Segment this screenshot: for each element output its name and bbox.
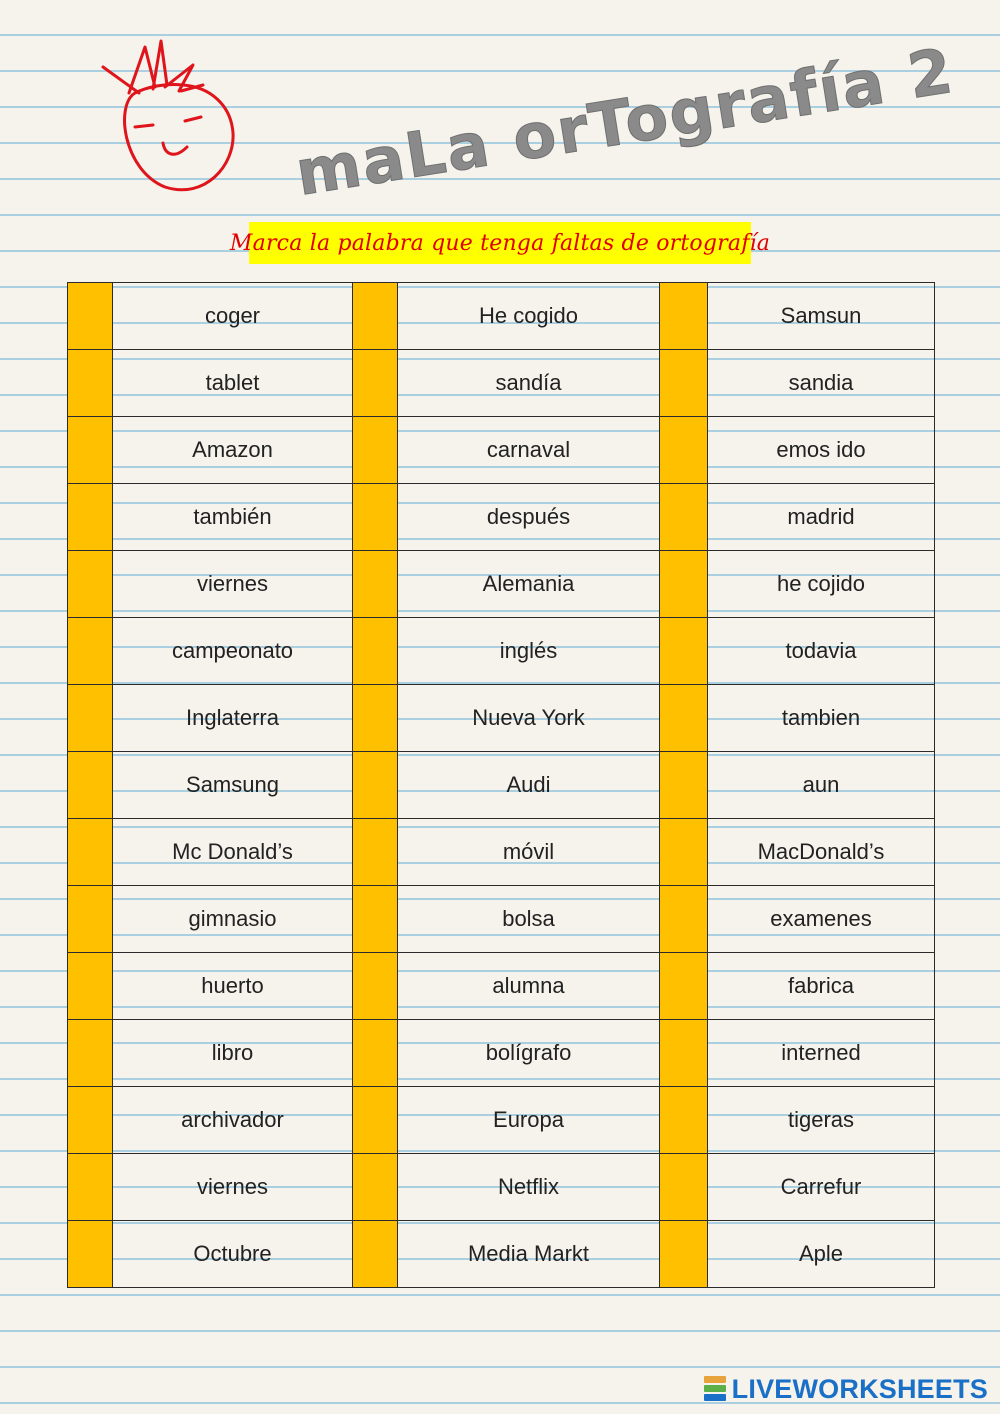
liveworksheets-brand bbox=[704, 1372, 988, 1406]
word-cell: carnaval bbox=[398, 417, 660, 484]
word-cell: Amazon bbox=[113, 417, 353, 484]
mark-checkbox[interactable] bbox=[353, 1020, 398, 1087]
word-cell: bolígrafo bbox=[398, 1020, 660, 1087]
word-cell: bolsa bbox=[398, 886, 660, 953]
word-cell: campeonato bbox=[113, 618, 353, 685]
word-cell: Octubre bbox=[113, 1221, 353, 1288]
table-row bbox=[68, 752, 935, 819]
table-row bbox=[68, 886, 935, 953]
table-row bbox=[68, 618, 935, 685]
mark-checkbox[interactable] bbox=[660, 752, 708, 819]
word-cell: libro bbox=[113, 1020, 353, 1087]
table-row bbox=[68, 484, 935, 551]
word-cell: tigeras bbox=[708, 1087, 935, 1154]
word-cell: He cogido bbox=[398, 283, 660, 350]
mark-checkbox[interactable] bbox=[353, 685, 398, 752]
word-cell: tambien bbox=[708, 685, 935, 752]
table-row bbox=[68, 1154, 935, 1221]
mark-checkbox[interactable] bbox=[68, 752, 113, 819]
word-cell: archivador bbox=[113, 1087, 353, 1154]
table-row bbox=[68, 1087, 935, 1154]
word-cell: alumna bbox=[398, 953, 660, 1020]
mark-checkbox[interactable] bbox=[353, 417, 398, 484]
word-cell: viernes bbox=[113, 551, 353, 618]
table-row bbox=[68, 1221, 935, 1288]
mark-checkbox[interactable] bbox=[660, 283, 708, 350]
smiley-face-doodle-icon bbox=[95, 35, 245, 195]
mark-checkbox[interactable] bbox=[68, 417, 113, 484]
mark-checkbox[interactable] bbox=[660, 417, 708, 484]
word-cell: Samsun bbox=[708, 283, 935, 350]
word-cell: fabrica bbox=[708, 953, 935, 1020]
mark-checkbox[interactable] bbox=[353, 819, 398, 886]
word-cell: Europa bbox=[398, 1087, 660, 1154]
instruction-banner bbox=[229, 222, 771, 264]
word-cell: aun bbox=[708, 752, 935, 819]
word-cell: móvil bbox=[398, 819, 660, 886]
word-cell: coger bbox=[113, 283, 353, 350]
brand-name: LIVEWORKSHEETS bbox=[731, 1373, 988, 1404]
mark-checkbox[interactable] bbox=[660, 1087, 708, 1154]
mark-checkbox[interactable] bbox=[660, 886, 708, 953]
table-row bbox=[68, 953, 935, 1020]
word-cell: sandia bbox=[708, 350, 935, 417]
mark-checkbox[interactable] bbox=[660, 1221, 708, 1288]
mark-checkbox[interactable] bbox=[353, 1154, 398, 1221]
mark-checkbox[interactable] bbox=[660, 685, 708, 752]
mark-checkbox[interactable] bbox=[353, 283, 398, 350]
word-cell: Media Markt bbox=[398, 1221, 660, 1288]
word-cell: Carrefur bbox=[708, 1154, 935, 1221]
mark-checkbox[interactable] bbox=[660, 618, 708, 685]
table-row bbox=[68, 1020, 935, 1087]
mark-checkbox[interactable] bbox=[660, 819, 708, 886]
word-cell: inglés bbox=[398, 618, 660, 685]
mark-checkbox[interactable] bbox=[660, 484, 708, 551]
table-row bbox=[68, 685, 935, 752]
table-row bbox=[68, 417, 935, 484]
mark-checkbox[interactable] bbox=[660, 1020, 708, 1087]
mark-checkbox[interactable] bbox=[353, 1087, 398, 1154]
word-cell: Aple bbox=[708, 1221, 935, 1288]
word-cell: Inglaterra bbox=[113, 685, 353, 752]
mark-checkbox[interactable] bbox=[353, 618, 398, 685]
table-row bbox=[68, 283, 935, 350]
word-cell: Netflix bbox=[398, 1154, 660, 1221]
mark-checkbox[interactable] bbox=[660, 953, 708, 1020]
word-cell: Alemania bbox=[398, 551, 660, 618]
word-cell: Samsung bbox=[113, 752, 353, 819]
mark-checkbox[interactable] bbox=[353, 1221, 398, 1288]
word-cell: tablet bbox=[113, 350, 353, 417]
word-cell: he cojido bbox=[708, 551, 935, 618]
mark-checkbox[interactable] bbox=[68, 283, 113, 350]
mark-checkbox[interactable] bbox=[353, 350, 398, 417]
table-row bbox=[68, 350, 935, 417]
mark-checkbox[interactable] bbox=[660, 1154, 708, 1221]
word-cell: después bbox=[398, 484, 660, 551]
mark-checkbox[interactable] bbox=[353, 484, 398, 551]
word-cell: huerto bbox=[113, 953, 353, 1020]
mark-checkbox[interactable] bbox=[68, 484, 113, 551]
mark-checkbox[interactable] bbox=[68, 953, 113, 1020]
word-cell: viernes bbox=[113, 1154, 353, 1221]
liveworksheets-logo-icon bbox=[704, 1376, 726, 1402]
mark-checkbox[interactable] bbox=[68, 819, 113, 886]
instruction-text: Marca la palabra que tenga faltas de ortografía bbox=[229, 230, 771, 256]
mark-checkbox[interactable] bbox=[68, 551, 113, 618]
mark-checkbox[interactable] bbox=[353, 953, 398, 1020]
mark-checkbox[interactable] bbox=[660, 350, 708, 417]
mark-checkbox[interactable] bbox=[353, 886, 398, 953]
mark-checkbox[interactable] bbox=[68, 685, 113, 752]
word-cell: Audi bbox=[398, 752, 660, 819]
word-cell: examenes bbox=[708, 886, 935, 953]
word-cell: también bbox=[113, 484, 353, 551]
word-cell: Mc Donald’s bbox=[113, 819, 353, 886]
word-cell: todavia bbox=[708, 618, 935, 685]
page-title bbox=[290, 30, 950, 210]
word-cell: sandía bbox=[398, 350, 660, 417]
mark-checkbox[interactable] bbox=[68, 1020, 113, 1087]
word-cell: MacDonald’s bbox=[708, 819, 935, 886]
word-cell: Nueva York bbox=[398, 685, 660, 752]
mark-checkbox[interactable] bbox=[68, 1221, 113, 1288]
mark-checkbox[interactable] bbox=[68, 1087, 113, 1154]
word-cell: madrid bbox=[708, 484, 935, 551]
table-row bbox=[68, 819, 935, 886]
mark-checkbox[interactable] bbox=[353, 752, 398, 819]
mark-checkbox[interactable] bbox=[68, 886, 113, 953]
word-cell: emos ido bbox=[708, 417, 935, 484]
mark-checkbox[interactable] bbox=[353, 551, 398, 618]
mark-checkbox[interactable] bbox=[68, 350, 113, 417]
table-row bbox=[68, 551, 935, 618]
mark-checkbox[interactable] bbox=[68, 1154, 113, 1221]
page-title-text: maLa orTografía 2 bbox=[290, 33, 950, 210]
word-cell: interned bbox=[708, 1020, 935, 1087]
word-cell: gimnasio bbox=[113, 886, 353, 953]
mark-checkbox[interactable] bbox=[660, 551, 708, 618]
word-grid bbox=[67, 282, 935, 1288]
mark-checkbox[interactable] bbox=[68, 618, 113, 685]
